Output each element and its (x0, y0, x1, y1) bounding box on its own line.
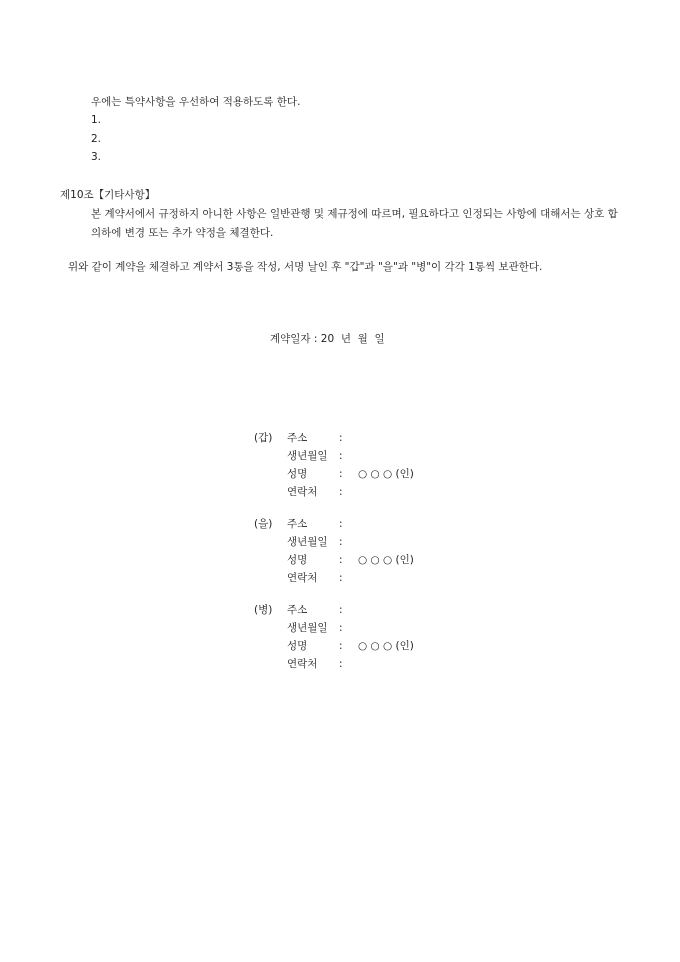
party-tag: (병) (254, 604, 273, 616)
birth-label: 생년월일 (287, 622, 328, 634)
address-label: 주소 (287, 432, 308, 444)
party-tag: (을) (254, 518, 273, 530)
colon: : (339, 658, 343, 670)
name-label: 성명 (287, 640, 308, 652)
intro-line: 우에는 특약사항을 우선하여 적용하도록 한다. (91, 96, 301, 108)
address-label: 주소 (287, 604, 308, 616)
contract-date: 계약일자 : 20 년 월 일 (270, 333, 385, 345)
article10-body: 본 계약서에서 규정하지 아니한 사항은 일반관행 및 제규정에 따르며, 필요하다고 인정되는 사항에 대해서는 상호 합의하에 변경 또는 추가 약정을 체결한다. (91, 208, 618, 239)
contact-label: 연락처 (287, 658, 318, 670)
colon: : (339, 572, 343, 584)
name-label: 성명 (287, 554, 308, 566)
colon: : (339, 536, 343, 548)
name-label: 성명 (287, 468, 308, 480)
colon: : (339, 518, 343, 530)
special-item-3: 3. (91, 151, 102, 163)
closing-paragraph: 위와 같이 계약을 체결하고 계약서 3통을 작성, 서명 날인 후 "갑"과 "을"과 "병"이 각각 1통씩 보관한다. (68, 261, 543, 273)
name-value: ○ ○ ○ (인) (358, 554, 414, 566)
birth-label: 생년월일 (287, 536, 328, 548)
colon: : (339, 450, 343, 462)
colon: : (339, 468, 343, 480)
contact-label: 연락처 (287, 486, 318, 498)
contact-label: 연락처 (287, 572, 318, 584)
name-value: ○ ○ ○ (인) (358, 640, 414, 652)
special-item-2: 2. (91, 133, 102, 145)
colon: : (339, 640, 343, 652)
colon: : (339, 604, 343, 616)
colon: : (339, 622, 343, 634)
party-tag: (갑) (254, 432, 273, 444)
article10-title: 제10조【기타사항】 (60, 189, 156, 201)
address-label: 주소 (287, 518, 308, 530)
colon: : (339, 486, 343, 498)
special-item-1: 1. (91, 114, 102, 126)
name-value: ○ ○ ○ (인) (358, 468, 414, 480)
colon: : (339, 554, 343, 566)
birth-label: 생년월일 (287, 450, 328, 462)
colon: : (339, 432, 343, 444)
